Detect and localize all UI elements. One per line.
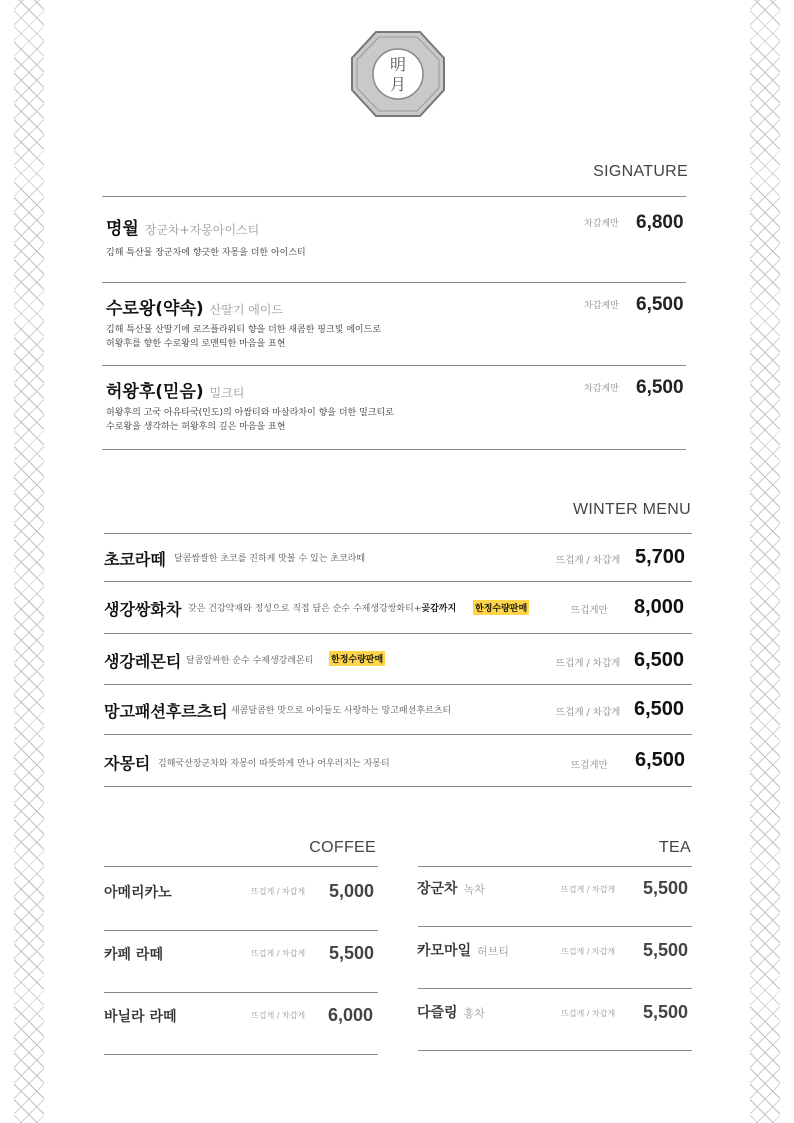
divider (102, 449, 686, 450)
winter-item-name: 생강레몬티 (104, 652, 182, 671)
item-description: 허왕후의 고국 아유타국(인도)의 아쌈티와 마살라차이 향을 더한 밀크티로 수로왕을 생각하는 허왕후의 깊은 마음을 표현 (106, 408, 394, 432)
serving-temperature: 뜨겁게 / 차갑게 (556, 658, 621, 669)
item-description: 새콤달콤한 맛으로 아이들도 사랑하는 망고패션후르츠티 (231, 706, 452, 716)
logo-char-top: 明 (389, 55, 407, 74)
coffee-item-name: 아메리카노 (104, 885, 172, 901)
item-description: 달콤알싸한 순수 수제생강레몬티 (186, 656, 314, 666)
price: 5,500 (643, 1002, 689, 1022)
divider (104, 581, 692, 582)
item-description: 김해 특산물 장군차에 향긋한 자몽을 더한 아이스티 (106, 248, 306, 258)
item-description: 달콤쌉쌀한 초코를 진하게 맛볼 수 있는 초코라떼 (174, 554, 366, 564)
price: 6,500 (636, 294, 684, 315)
divider (104, 866, 378, 867)
price: 8,000 (634, 596, 685, 618)
winter-item-name: 자몽티 (104, 754, 151, 773)
signature-item-name: 수로왕(약속) 산딸기 에이드 (106, 299, 284, 319)
price: 5,000 (329, 881, 375, 901)
logo-char-bottom: 月 (389, 75, 407, 94)
serving-temperature: 뜨겁게 / 차갑게 (561, 885, 616, 894)
divider (418, 926, 692, 927)
coffee-item-name: 카페 라떼 (104, 947, 163, 963)
divider (104, 992, 378, 993)
item-description: 김해국산장군차와 자몽이 따뜻하게 만나 어우러지는 자몽티 (158, 759, 390, 769)
serving-temperature: 뜨겁게 / 차갑게 (561, 1009, 616, 1018)
divider (418, 1050, 692, 1051)
divider (102, 282, 686, 283)
divider (104, 786, 692, 787)
divider (104, 930, 378, 931)
decorative-border-right (750, 0, 780, 1123)
price: 6,500 (635, 749, 686, 771)
serving-temperature: 뜨겁게만 (571, 605, 608, 616)
serving-temperature: 뜨겁게 / 차갑게 (251, 1011, 306, 1020)
divider (418, 866, 692, 867)
divider (104, 533, 692, 534)
signature-title: SIGNATURE (593, 163, 688, 180)
limited-quantity-badge: 한정수량판매 (329, 651, 385, 666)
serving-temperature: 뜨겁게 / 차갑게 (556, 707, 621, 718)
tea-title: TEA (658, 839, 691, 856)
serving-temperature: 차갑게만 (584, 301, 619, 311)
winter-item-name: 초코라떼 (104, 550, 166, 569)
divider (104, 734, 692, 735)
tea-item-name: 다즐링 홍차 (417, 1005, 485, 1021)
signature-item-name: 명월 장군차+자몽아이스티 (106, 219, 260, 239)
winter-item-name: 망고패션후르츠티 (104, 702, 228, 721)
price: 5,500 (643, 878, 689, 898)
price: 5,500 (643, 940, 689, 960)
divider (102, 196, 686, 197)
coffee-title: COFFEE (309, 839, 376, 856)
winter-item-name: 생강쌍화차 (104, 600, 182, 619)
item-description: 김해 특산물 산딸기에 로즈플라워티 향을 더한 새콤한 핑크빛 에이드로 허왕후를 향한 수로왕의 로맨틱한 마음을 표현 (106, 325, 382, 349)
serving-temperature: 뜨겁게 / 차갑게 (561, 947, 616, 956)
price: 6,500 (634, 698, 685, 720)
serving-temperature: 뜨겁게 / 차갑게 (251, 887, 306, 896)
winter-menu-title: WINTER MENU (573, 501, 691, 518)
price: 6,500 (634, 649, 685, 671)
limited-quantity-badge: 한정수량판매 (473, 600, 529, 615)
coffee-item-name: 바닐라 라떼 (104, 1009, 177, 1025)
price: 5,700 (635, 546, 686, 568)
moon-logo (348, 28, 448, 120)
price: 5,500 (329, 943, 375, 963)
tea-item-name: 카모마일 허브티 (417, 943, 509, 959)
price: 6,500 (636, 377, 684, 398)
divider (102, 365, 686, 366)
signature-item-name: 허왕후(믿음) 밀크티 (106, 382, 245, 402)
serving-temperature: 차갑게만 (584, 384, 619, 394)
divider (104, 633, 692, 634)
serving-temperature: 뜨겁게만 (571, 760, 608, 771)
divider (418, 988, 692, 989)
decorative-border-left (14, 0, 44, 1123)
item-description: 갖은 건강약재와 정성으로 직접 담은 순수 수제생강쌍화티+곶감까지 (188, 604, 457, 614)
price: 6,000 (328, 1005, 374, 1025)
divider (104, 684, 692, 685)
tea-item-name: 장군차 녹차 (417, 881, 485, 897)
price: 6,800 (636, 212, 684, 233)
serving-temperature: 뜨겁게 / 차갑게 (556, 555, 621, 566)
divider (104, 1054, 378, 1055)
serving-temperature: 차갑게만 (584, 219, 619, 229)
serving-temperature: 뜨겁게 / 차갑게 (251, 949, 306, 958)
